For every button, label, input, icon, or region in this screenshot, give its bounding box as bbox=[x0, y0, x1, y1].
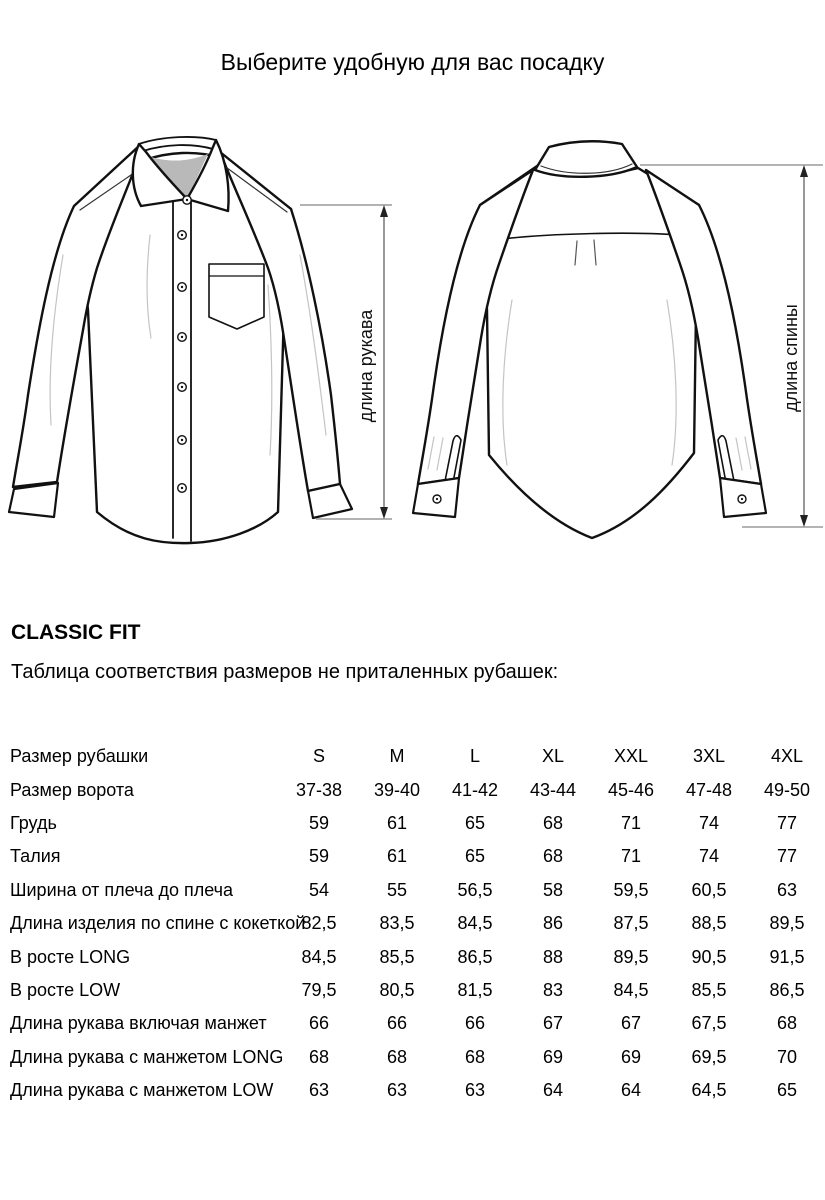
size-value-cell: 4XL bbox=[770, 746, 804, 767]
size-value-cell: 64 bbox=[542, 1080, 564, 1101]
size-value-cell: 41-42 bbox=[451, 779, 499, 800]
table-row bbox=[10, 874, 825, 907]
size-value-cell: XL bbox=[541, 746, 565, 767]
size-value-cell: 74 bbox=[698, 812, 720, 833]
size-value-cell: 68 bbox=[542, 846, 564, 867]
arrow-down-icon bbox=[380, 507, 388, 519]
table-row bbox=[10, 807, 825, 840]
size-value-cell: 77 bbox=[776, 846, 798, 867]
size-value-cell: 71 bbox=[620, 812, 642, 833]
size-value-cell: S bbox=[312, 746, 325, 767]
shirt-back-illustration bbox=[413, 141, 766, 538]
size-value-cell: 68 bbox=[308, 1046, 330, 1067]
size-value-cell: 67 bbox=[620, 1013, 642, 1034]
size-value-cell: 65 bbox=[464, 812, 486, 833]
size-value-cell: 85,5 bbox=[379, 946, 415, 967]
size-value-cell: 66 bbox=[308, 1013, 330, 1034]
arrow-up-icon bbox=[800, 165, 808, 177]
size-value-cell: 67,5 bbox=[691, 1013, 727, 1034]
size-value-cell: 83 bbox=[542, 979, 564, 1000]
table-row bbox=[10, 740, 825, 773]
size-value-cell: 39-40 bbox=[373, 779, 421, 800]
size-table-body bbox=[10, 740, 825, 1107]
size-value-cell: 80,5 bbox=[379, 979, 415, 1000]
front-collar bbox=[133, 137, 229, 211]
size-value-cell: 66 bbox=[464, 1013, 486, 1034]
size-value-cell: 89,5 bbox=[613, 946, 649, 967]
row-label: В росте LOW bbox=[10, 979, 121, 1000]
row-label: Талия bbox=[10, 846, 61, 867]
table-row bbox=[10, 840, 825, 873]
size-value-cell: 70 bbox=[776, 1046, 798, 1067]
size-value-cell: 61 bbox=[386, 812, 408, 833]
size-value-cell: 68 bbox=[386, 1046, 408, 1067]
size-value-cell: 74 bbox=[698, 846, 720, 867]
row-label: Размер ворота bbox=[10, 779, 134, 800]
size-value-cell: 47-48 bbox=[685, 779, 733, 800]
size-value-cell: 91,5 bbox=[769, 946, 805, 967]
front-right-cuff bbox=[308, 484, 352, 518]
size-value-cell: 61 bbox=[386, 846, 408, 867]
size-value-cell: 89,5 bbox=[769, 913, 805, 934]
size-value-cell: M bbox=[389, 746, 405, 767]
size-value-cell: 45-46 bbox=[607, 779, 655, 800]
size-value-cell: XXL bbox=[613, 746, 649, 767]
size-value-cell: 59,5 bbox=[613, 879, 649, 900]
size-value-cell: 68 bbox=[542, 812, 564, 833]
table-row bbox=[10, 1007, 825, 1040]
size-value-cell: 65 bbox=[776, 1080, 798, 1101]
size-value-cell: 77 bbox=[776, 812, 798, 833]
row-label: В росте LONG bbox=[10, 946, 131, 967]
size-value-cell: 81,5 bbox=[457, 979, 493, 1000]
row-label: Ширина от плеча до плеча bbox=[10, 879, 234, 900]
size-value-cell: 85,5 bbox=[691, 979, 727, 1000]
arrow-down-icon bbox=[800, 515, 808, 527]
size-value-cell: 49-50 bbox=[763, 779, 811, 800]
size-value-cell: 86 bbox=[542, 913, 564, 934]
size-value-cell: 67 bbox=[542, 1013, 564, 1034]
size-value-cell: 83,5 bbox=[379, 913, 415, 934]
chest-pocket bbox=[209, 264, 264, 329]
size-value-cell: 3XL bbox=[692, 746, 726, 767]
size-value-cell: 69 bbox=[620, 1046, 642, 1067]
front-left-cuff bbox=[9, 483, 58, 517]
size-value-cell: 64,5 bbox=[691, 1080, 727, 1101]
row-label: Грудь bbox=[10, 812, 57, 833]
size-value-cell: 63 bbox=[386, 1080, 408, 1101]
row-label: Длина рукава включая манжет bbox=[10, 1013, 267, 1034]
size-value-cell: 63 bbox=[308, 1080, 330, 1101]
size-value-cell: 65 bbox=[464, 846, 486, 867]
row-label: Размер рубашки bbox=[10, 746, 149, 767]
table-row bbox=[10, 907, 825, 940]
back-length-label: длина спины bbox=[781, 304, 801, 412]
size-value-cell: 69,5 bbox=[691, 1046, 727, 1067]
table-row bbox=[10, 974, 825, 1007]
size-value-cell: 88 bbox=[542, 946, 564, 967]
table-row bbox=[10, 940, 825, 973]
section-heading: CLASSIC FIT bbox=[11, 621, 141, 644]
back-collar-stand bbox=[535, 141, 637, 177]
table-caption: Таблица соответствия размеров не приталенных рубашек: bbox=[11, 661, 559, 683]
arrow-up-icon bbox=[380, 205, 388, 217]
size-value-cell: 84,5 bbox=[301, 946, 337, 967]
size-value-cell: 84,5 bbox=[457, 913, 493, 934]
page-title: Выберите удобную для вас посадку bbox=[220, 49, 605, 75]
sleeve-length-label: длина рукава bbox=[356, 309, 376, 423]
size-value-cell: 71 bbox=[620, 846, 642, 867]
size-value-cell: 79,5 bbox=[301, 979, 337, 1000]
size-value-cell: 82,5 bbox=[301, 913, 337, 934]
size-value-cell: 66 bbox=[386, 1013, 408, 1034]
size-value-cell: 63 bbox=[776, 879, 798, 900]
size-value-cell: 60,5 bbox=[691, 879, 727, 900]
shirt-front-illustration bbox=[9, 137, 352, 543]
size-value-cell: 86,5 bbox=[769, 979, 805, 1000]
table-row bbox=[10, 1074, 825, 1107]
size-table bbox=[10, 740, 825, 1107]
size-value-cell: 43-44 bbox=[529, 779, 577, 800]
size-value-cell: 69 bbox=[542, 1046, 564, 1067]
size-value-cell: 59 bbox=[308, 812, 330, 833]
size-value-cell: L bbox=[469, 746, 480, 767]
row-label: Длина рукава с манжетом LONG bbox=[10, 1046, 284, 1067]
size-value-cell: 86,5 bbox=[457, 946, 493, 967]
size-value-cell: 58 bbox=[542, 879, 564, 900]
row-label: Длина рукава с манжетом LOW bbox=[10, 1080, 274, 1101]
size-value-cell: 37-38 bbox=[295, 779, 343, 800]
size-value-cell: 88,5 bbox=[691, 913, 727, 934]
size-value-cell: 90,5 bbox=[691, 946, 727, 967]
size-value-cell: 63 bbox=[464, 1080, 486, 1101]
size-value-cell: 68 bbox=[776, 1013, 798, 1034]
table-row bbox=[10, 773, 825, 806]
size-value-cell: 84,5 bbox=[613, 979, 649, 1000]
size-value-cell: 54 bbox=[308, 879, 330, 900]
size-value-cell: 56,5 bbox=[457, 879, 493, 900]
size-value-cell: 59 bbox=[308, 846, 330, 867]
row-label: Длина изделия по спине с кокеткой bbox=[10, 913, 306, 934]
size-value-cell: 55 bbox=[386, 879, 408, 900]
size-value-cell: 64 bbox=[620, 1080, 642, 1101]
size-value-cell: 68 bbox=[464, 1046, 486, 1067]
size-value-cell: 87,5 bbox=[613, 913, 649, 934]
table-row bbox=[10, 1041, 825, 1074]
